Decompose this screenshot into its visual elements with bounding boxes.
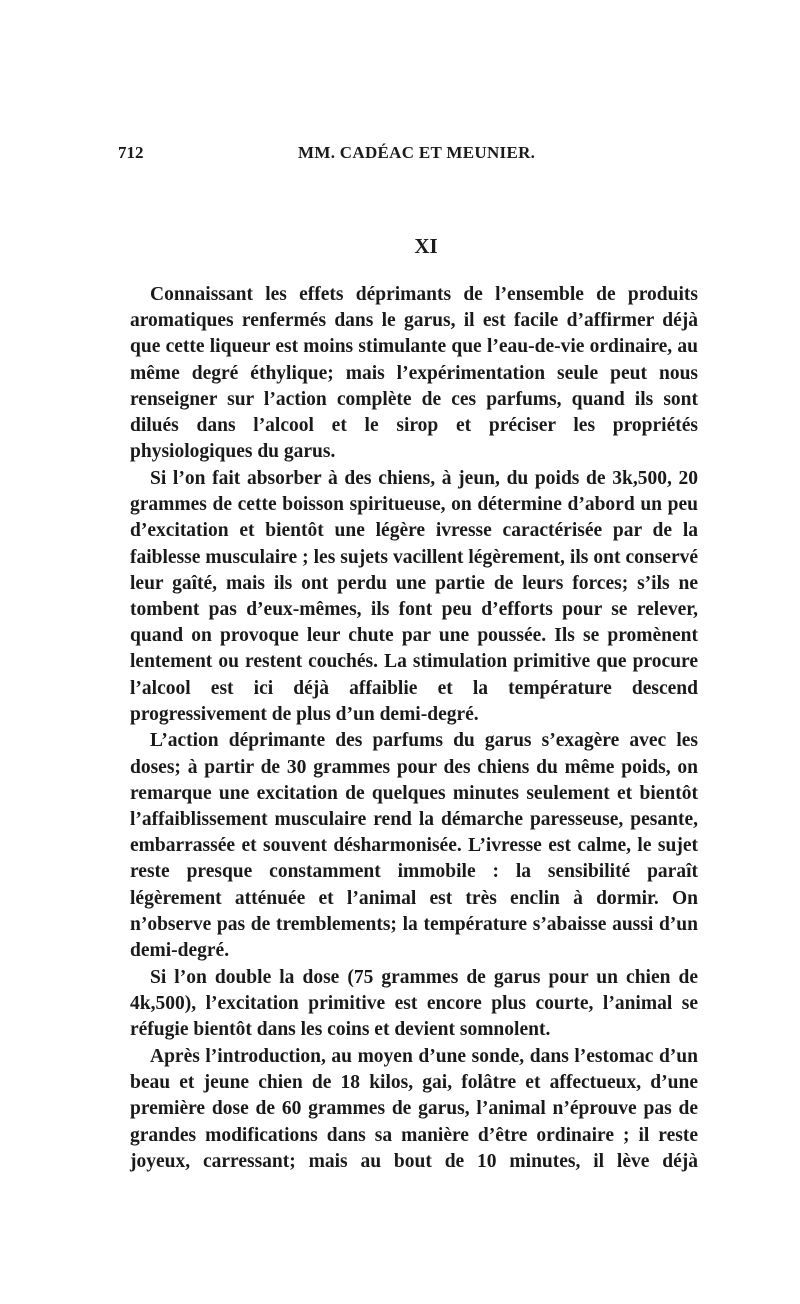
page-header <box>118 143 698 173</box>
paragraph: Si l’on fait absorber à des chiens, à jeun, du poids de 3k,500, 20 grammes de cette boisson spiritueuse, on détermine d’abord un peu d’excitation et bientôt une légère ivresse caractérisée par de la faiblesse musculaire ; les sujets vacillent légèrement, ils ont conservé leur gaîté, mais ils ont perdu une partie de leurs forces; s’ils ne tombent pas d’eux-mêmes, ils font peu d’efforts pour se relever, quand on provoque leur chute par une poussée. Ils se promènent lentement ou restent couchés. La stimulation primitive que procure l’alcool est ici déjà affaiblie et la température descend progressivement de plus d’un demi-degré. <box>130 467 698 725</box>
paragraph: Connaissant les effets déprimants de l’ensemble de produits aromatiques renfermés dans le garus, il est facile d’affirmer déjà que cette liqueur est moins stimulante que l’eau-de-vie ordinaire, au même degré éthylique; mais l’expérimentation seule peut nous renseigner sur l’action complète de ces parfums, quand ils sont dilués dans l’alcool et le sirop et préciser les propriétés physiologiques du garus. <box>130 284 698 463</box>
book-page <box>118 0 698 1304</box>
running-title: MM. CADÉAC ET MEUNIER. <box>298 143 536 162</box>
body-text <box>130 282 698 1175</box>
page-number: 712 <box>118 143 144 162</box>
section-title: XI <box>414 234 438 258</box>
paragraph: Après l’introduction, au moyen d’une sonde, dans l’estomac d’un beau et jeune chien de 18 kilos, gai, folâtre et affectueux, d’une première dose de 60 grammes de garus, l’animal n’éprouve pas de grandes modifications dans sa manière d’être ordinaire ; il reste joyeux, carressant; mais au bout de 10 minutes, il lève déjà <box>130 1045 698 1172</box>
paragraph: Si l’on double la dose (75 grammes de garus pour un chien de 4k,500), l’excitation primitive est encore plus courte, l’animal se réfugie bientôt dans les coins et devient somnolent. <box>130 966 698 1041</box>
paragraph: L’action déprimante des parfums du garus s’exagère avec les doses; à partir de 30 grammes pour des chiens du même poids, on remarque une excitation de quelques minutes seulement et bientôt l’affaiblissement musculaire rend la démarche paresseuse, pesante, embarrassée et souvent désharmonisée. L’ivresse est calme, le sujet reste presque constamment immobile : la sensibilité paraît légèrement atténuée et l’animal est très enclin à dormir. On n’observe pas de tremblements; la température s’abaisse aussi d’un demi-degré. <box>130 730 698 962</box>
